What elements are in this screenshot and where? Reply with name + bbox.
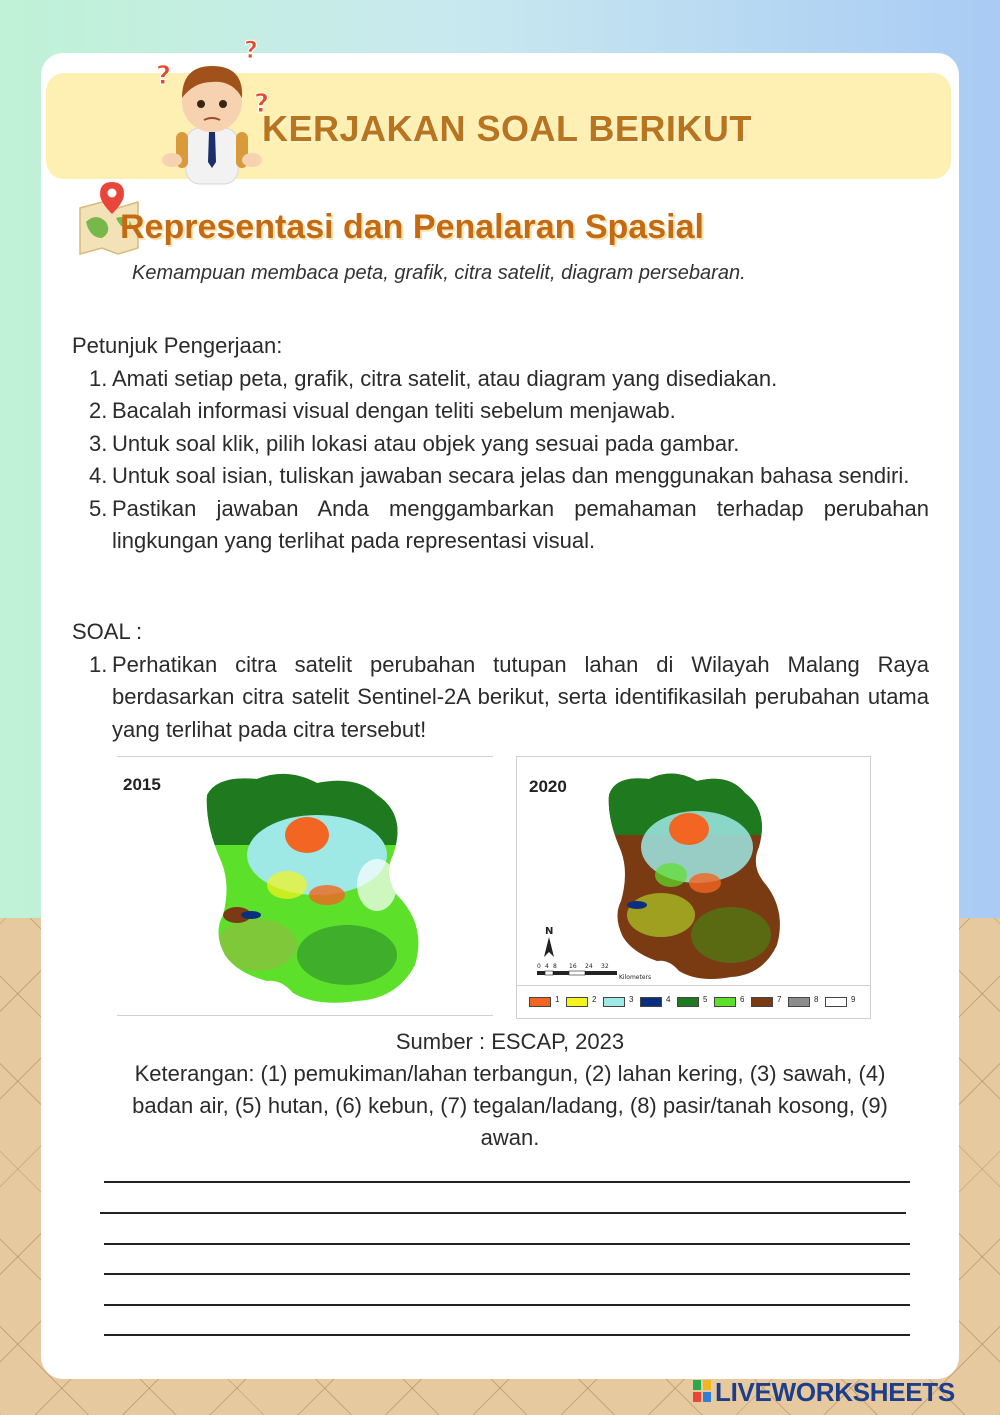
header-title: KERJAKAN SOAL BERIKUT: [262, 108, 752, 149]
scale-tick-label: 0: [537, 963, 541, 970]
brand-name: LIVEWORKSHEETS: [715, 1377, 955, 1407]
section-title: Representasi dan Penalaran Spasial: [120, 208, 704, 246]
scale-tick-label: 4: [545, 963, 549, 970]
satellite-map-2015[interactable]: [117, 756, 493, 1016]
answer-line[interactable]: [104, 1243, 910, 1245]
legend-number: 6: [740, 995, 745, 1004]
legend-number: 2: [592, 995, 597, 1004]
svg-text:?: ?: [254, 89, 270, 119]
legend-swatch-6: [714, 997, 736, 1007]
instructions-list: [72, 363, 929, 558]
legend-number: 9: [851, 995, 856, 1004]
instructions-heading: Petunjuk Pengerjaan:: [72, 333, 283, 358]
list-item: 5. Pastikan jawaban Anda menggambarkan pemahaman terhadap perubahan lingkungan yang terlihat pada representasi visual.: [89, 495, 929, 553]
list-item: 1. Amati setiap peta, grafik, citra satelit, atau diagram yang disediakan.: [89, 365, 778, 391]
legend-number: 8: [814, 995, 819, 1004]
svg-text:?: ?: [156, 61, 172, 91]
section-subtitle: Kemampuan membaca peta, grafik, citra satelit, diagram persebaran.: [132, 262, 746, 284]
list-item: 4. Untuk soal isian, tuliskan jawaban secara jelas dan menggunakan bahasa sendiri.: [89, 463, 910, 488]
liveworksheets-brand[interactable]: [693, 1375, 993, 1409]
answer-line[interactable]: [104, 1181, 910, 1183]
answer-line[interactable]: [104, 1273, 910, 1275]
legend-number: 1: [555, 995, 560, 1004]
scale-tick-label: 8: [553, 963, 557, 970]
legend-swatch-3: [603, 997, 625, 1007]
question-item: 1. Perhatikan citra satelit perubahan tutupan lahan di Wilayah Malang Raya berdasarkan citra satelit Sentinel-2A berikut, serta identifikasilah perubahan utama yang terlihat pada citra tersebut!: [89, 651, 929, 742]
legend-number: 3: [629, 995, 634, 1004]
north-arrow-icon: [544, 937, 554, 957]
scale-unit-label: Kilometers: [619, 974, 652, 981]
answer-line[interactable]: [104, 1334, 910, 1336]
list-item: 3. Untuk soal klik, pilih lokasi atau objek yang sesuai pada gambar.: [89, 430, 740, 456]
scale-tick-labels: [537, 963, 609, 970]
legend-swatch-8: [788, 997, 810, 1007]
land-cover-map-2015: [197, 765, 437, 1009]
legend-number: 5: [703, 995, 708, 1004]
thinking-boy-illustration: [152, 36, 272, 186]
legend-number: 4: [666, 995, 671, 1004]
answer-line[interactable]: [100, 1212, 906, 1214]
legend-swatch-1: [529, 997, 551, 1007]
legend-number: 7: [777, 995, 782, 1004]
satellite-map-2020[interactable]: [516, 756, 871, 1019]
map-scale-and-north-arrow: [527, 921, 687, 981]
legend-swatch-4: [640, 997, 662, 1007]
figure-legend-caption: Keterangan: (1) pemukiman/lahan terbangun, (2) lahan kering, (3) sawah, (4) badan air, (5) hutan, (6) kebun, (7) tegalan/ladang, (8) pasir/tanah kosong, (9) awan.: [132, 1061, 888, 1150]
questions-list: [72, 649, 929, 747]
legend-swatch-5: [677, 997, 699, 1007]
questions-heading: SOAL :: [72, 619, 143, 644]
scale-tick-label: 24: [585, 963, 593, 970]
questions-block: [72, 616, 929, 746]
scale-tick-label: 32: [601, 963, 609, 970]
scale-tick-label: 16: [569, 963, 577, 970]
figure-source: Sumber : ESCAP, 2023: [395, 1029, 625, 1054]
legend-swatch-9: [825, 997, 847, 1007]
map-year-label: 2015: [123, 775, 161, 794]
legend-swatch-2: [566, 997, 588, 1007]
list-item: 2. Bacalah informasi visual dengan teliti sebelum menjawab.: [89, 398, 676, 423]
answer-line[interactable]: [104, 1304, 910, 1306]
svg-text:?: ?: [244, 36, 258, 64]
north-arrow-label: N: [545, 926, 554, 937]
map-year-label: 2020: [529, 777, 567, 796]
instructions-block: [72, 330, 929, 558]
map-legend: [529, 997, 859, 1009]
liveworksheets-logo-icon: [693, 1380, 711, 1402]
legend-swatch-7: [751, 997, 773, 1007]
